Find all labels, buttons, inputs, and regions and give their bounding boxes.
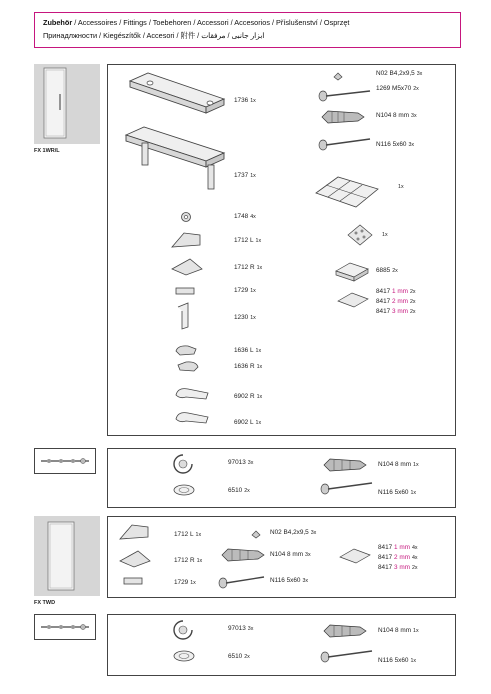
small-screw-icon	[332, 71, 344, 81]
fx-twd-label: FX TWD	[34, 600, 56, 606]
wedge-left-icon	[170, 231, 204, 251]
title-line-1: Zubehör / Accessoires / Fittings / Toebehoren / Accessori / Accesorios / Příslušenství / Osprzęt	[43, 18, 350, 27]
flat-plate-icon	[174, 285, 196, 297]
item-1748-label: 1748 4x	[234, 213, 256, 220]
handle-with-posts-icon	[122, 127, 232, 199]
wall-plug-icon	[218, 545, 268, 565]
item-pad-qty: 1x	[382, 232, 388, 238]
item-1712r-label: 1712 R 1x	[234, 264, 263, 271]
small-screw-icon	[250, 529, 262, 539]
fx-twd-thumbnail	[34, 516, 100, 596]
wedge-left-icon	[118, 523, 152, 543]
item-8417-shims: 8417 1 mm 2x 8417 2 mm 2x 8417 3 mm 2x	[376, 288, 416, 315]
accessories-title-box	[34, 12, 461, 48]
wall-plug-icon	[318, 107, 368, 127]
item-n104-label: N104 8 mm 1x	[378, 627, 419, 634]
shower-door-icon	[34, 64, 100, 144]
item-1712l-label: 1712 L 1x	[174, 531, 202, 538]
screw-icon	[318, 135, 374, 151]
item-n02-label: N02 B4,2x9,5 3x	[270, 529, 317, 536]
section3-panel	[107, 516, 456, 598]
wall-plug-icon	[320, 621, 370, 641]
item-6902l-label: 6902 L 1x	[234, 419, 262, 426]
ring-clip-icon	[172, 453, 194, 475]
item-n104-label: N104 8 mm 3x	[270, 551, 311, 558]
shim-icon	[338, 547, 372, 567]
fx-1wr-thumbnail	[34, 64, 100, 144]
item-97013-label: 97013 3x	[228, 459, 254, 466]
item-n02-label: N02 B4,2x9,5 3x	[376, 70, 423, 77]
item-1636r-label: 1636 R 1x	[234, 363, 263, 370]
item-6885-label: 6885 2x	[376, 267, 398, 274]
item-n104-label: N104 8 mm 1x	[378, 461, 419, 468]
shower-door-icon	[34, 516, 100, 596]
clip-icon	[174, 301, 194, 331]
spacer-block-icon	[334, 261, 370, 283]
wedge-right-icon	[170, 257, 204, 277]
item-6902r-label: 6902 R 1x	[234, 393, 263, 400]
end-cap-left-icon	[174, 343, 200, 357]
flat-plate-icon	[122, 575, 144, 587]
item-n116-label: N116 5x60 3x	[270, 577, 309, 584]
item-1737-label: 1737 1x	[234, 172, 256, 179]
item-1736-label: 1736 1x	[234, 97, 256, 104]
section1-panel	[107, 64, 456, 436]
wedge-right-icon	[118, 549, 152, 569]
item-1269-label: 1269 M5x70 2x	[376, 85, 419, 92]
item-6510-label: 6510 2x	[228, 487, 250, 494]
fx-1wr-label: FX 1WR/L	[34, 148, 60, 154]
hinge-rail-icon	[35, 449, 95, 473]
item-1712l-label: 1712 L 1x	[234, 237, 262, 244]
item-n116-label: N116 5x60 1x	[378, 657, 417, 664]
section2-panel	[107, 448, 456, 508]
item-97013-label: 97013 3x	[228, 625, 254, 632]
section4-thumbnail	[34, 614, 96, 640]
cap-disc-icon	[172, 649, 196, 663]
item-1636l-label: 1636 L 1x	[234, 347, 262, 354]
seal-left-icon	[172, 409, 212, 429]
item-tiles-qty: 1x	[398, 184, 404, 190]
item-8417-shims: 8417 1 mm 4x 8417 2 mm 4x 8417 3 mm 2x	[378, 544, 418, 571]
screw-icon	[218, 573, 268, 589]
shim-icon	[336, 291, 370, 311]
hinge-rail-icon	[35, 615, 95, 639]
screw-icon	[320, 479, 376, 495]
section2-thumbnail	[34, 448, 96, 474]
seal-right-icon	[172, 385, 212, 405]
section4-panel	[107, 614, 456, 676]
grid-pad-icon	[346, 221, 374, 249]
item-n116-label: N116 5x60 1x	[378, 489, 417, 496]
screw-icon	[320, 647, 376, 663]
item-1729-label: 1729 1x	[174, 579, 196, 586]
item-6510-label: 6510 2x	[228, 653, 250, 660]
item-1712r-label: 1712 R 1x	[174, 557, 203, 564]
bolt-icon	[318, 87, 374, 103]
item-n116-label: N116 5x60 3x	[376, 141, 415, 148]
cap-disc-icon	[172, 483, 196, 497]
ring-clip-icon	[172, 619, 194, 641]
nut-icon	[180, 211, 192, 223]
end-cap-right-icon	[174, 359, 200, 373]
item-n104-label: N104 8 mm 3x	[376, 112, 417, 119]
tile-grid-icon	[314, 175, 380, 211]
title-line-2: Принадлжности / Kiegészítők / Accesori / 附件 / ابزار جانبی / مرفقات	[43, 31, 265, 40]
handle-bar-icon	[122, 71, 232, 121]
item-1729-label: 1729 1x	[234, 287, 256, 294]
item-1230-label: 1230 1x	[234, 314, 256, 321]
wall-plug-icon	[320, 455, 370, 475]
